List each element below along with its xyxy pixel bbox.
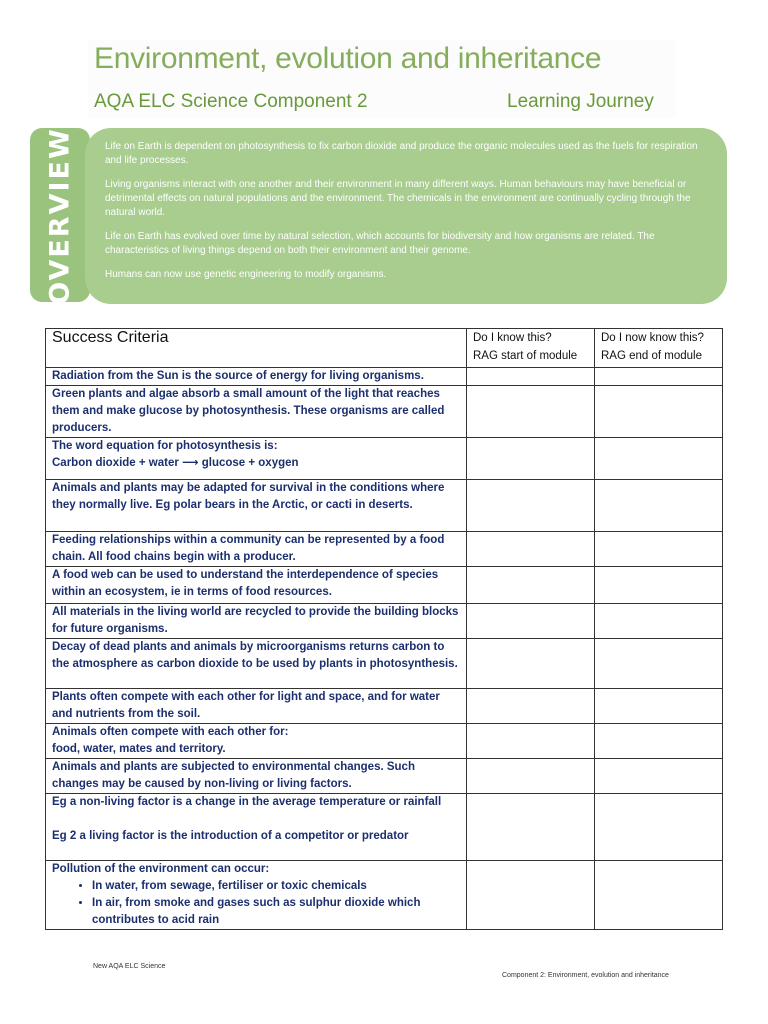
rag-end-cell[interactable]	[595, 639, 723, 689]
criterion-text: Pollution of the environment can occur:	[52, 863, 270, 875]
criterion-cell	[46, 386, 467, 438]
criterion-text: Eg a non-living factor is a change in the average temperature or rainfall	[52, 796, 442, 808]
overview-paragraph: Life on Earth is dependent on photosynthesis to fix carbon dioxide and produce the organic molecules used as the fuels for respiration and life processes.	[105, 141, 698, 166]
footer-left: New AQA ELC Science	[93, 963, 166, 970]
criterion-cell	[46, 438, 467, 480]
criterion-bullet: • In air, from smoke and gases such as sulphur dioxide which contributes to acid rain	[92, 895, 460, 929]
rag-start-cell[interactable]	[467, 386, 595, 438]
table-row	[46, 368, 723, 386]
rag-start-cell[interactable]	[467, 368, 595, 386]
table-row	[46, 604, 723, 639]
criterion-cell	[46, 604, 467, 639]
footer-right: Component 2: Environment, evolution and inheritance	[502, 972, 669, 979]
criterion-cell	[46, 532, 467, 567]
rag-start-cell[interactable]	[467, 794, 595, 861]
rag-end-cell[interactable]	[595, 794, 723, 861]
rag-end-label: RAG end of module	[601, 350, 703, 362]
overview-paragraph: Life on Earth has evolved over time by natural selection, which accounts for biodiversity and how organisms are related. The characteristics of living things depend on both their environment and their genome.	[105, 231, 655, 256]
criterion-text: Animals and plants may be adapted for survival in the conditions where they normally live. Eg polar bears in the Arctic, or cacti in deserts.	[52, 482, 445, 511]
criterion-text	[52, 811, 460, 828]
overview-text	[105, 140, 710, 292]
criterion-cell	[46, 639, 467, 689]
rag-end-cell[interactable]	[595, 567, 723, 604]
rag-start-cell[interactable]	[467, 861, 595, 930]
criterion-text: Feeding relationships within a community can be represented by a food chain. All food chains begin with a producer.	[52, 534, 445, 563]
criterion-bullet: • In water, from sewage, fertiliser or toxic chemicals	[92, 878, 460, 895]
table-row	[46, 480, 723, 532]
criterion-cell	[46, 724, 467, 759]
criterion-text: Radiation from the Sun is the source of energy for living organisms.	[52, 370, 424, 382]
overview-label: OVERVIEW	[44, 127, 76, 305]
learning-journey-label: Learning Journey	[507, 91, 654, 112]
rag-start-cell[interactable]	[467, 480, 595, 532]
rag-start-question: Do I know this?	[473, 332, 552, 344]
criterion-cell	[46, 480, 467, 532]
rag-end-header	[595, 329, 723, 368]
page-subtitle: AQA ELC Science Component 2	[94, 91, 368, 112]
success-criteria-header: Success Criteria	[46, 329, 467, 368]
rag-start-cell[interactable]	[467, 639, 595, 689]
criteria-body	[46, 368, 723, 930]
criterion-text: Animals often compete with each other for:	[52, 726, 289, 738]
table-row	[46, 861, 723, 930]
criterion-cell	[46, 689, 467, 724]
criterion-text: food, water, mates and territory.	[52, 743, 226, 755]
rag-end-cell[interactable]	[595, 532, 723, 567]
criterion-text: The word equation for photosynthesis is:	[52, 440, 278, 452]
criterion-text: Decay of dead plants and animals by microorganisms returns carbon to the atmosphere as carbon dioxide to be used by plants in photosynthesis.	[52, 641, 458, 670]
table-row	[46, 724, 723, 759]
table-row	[46, 689, 723, 724]
criterion-cell	[46, 794, 467, 861]
table-row	[46, 567, 723, 604]
rag-end-cell[interactable]	[595, 759, 723, 794]
rag-end-cell[interactable]	[595, 368, 723, 386]
criterion-bullet-list	[52, 878, 460, 929]
rag-start-cell[interactable]	[467, 604, 595, 639]
rag-end-cell[interactable]	[595, 386, 723, 438]
rag-start-header	[467, 329, 595, 368]
criterion-text: Eg 2 a living factor is the introduction of a competitor or predator	[52, 830, 409, 842]
criterion-text: All materials in the living world are recycled to provide the building blocks for future organisms.	[52, 606, 459, 635]
criterion-text: Plants often compete with each other for light and space, and for water and nutrients from the soil.	[52, 691, 440, 720]
table-row	[46, 532, 723, 567]
criterion-text: Green plants and algae absorb a small amount of the light that reaches them and make glucose by photosynthesis. These organisms are called producers.	[52, 388, 445, 434]
rag-end-cell[interactable]	[595, 861, 723, 930]
criterion-text: Animals and plants are subjected to environmental changes. Such changes may be caused by non-living or living factors.	[52, 761, 415, 790]
overview-paragraph: Humans can now use genetic engineering to modify organisms.	[105, 269, 387, 280]
rag-start-cell[interactable]	[467, 438, 595, 480]
rag-end-cell[interactable]	[595, 604, 723, 639]
criterion-text: Carbon dioxide + water ⟶ glucose + oxygen	[52, 457, 299, 469]
criterion-text: A food web can be used to understand the interdependence of species within an ecosystem, ie in terms of food resources.	[52, 569, 439, 598]
criterion-cell	[46, 567, 467, 604]
rag-start-cell[interactable]	[467, 759, 595, 794]
table-row	[46, 639, 723, 689]
rag-end-cell[interactable]	[595, 480, 723, 532]
criterion-cell	[46, 861, 467, 930]
rag-end-question: Do I now know this?	[601, 332, 704, 344]
rag-start-cell[interactable]	[467, 724, 595, 759]
table-row	[46, 386, 723, 438]
success-criteria-table	[45, 328, 723, 930]
table-header-row	[46, 329, 723, 368]
table-row	[46, 794, 723, 861]
criterion-cell	[46, 368, 467, 386]
overview-paragraph: Living organisms interact with one another and their environment in many different ways. Human behaviours may have beneficial or detrimental effects on natural populations and the environment. The chemicals in the environment are continually cycling through the natural world.	[105, 179, 691, 218]
criterion-cell	[46, 759, 467, 794]
rag-end-cell[interactable]	[595, 438, 723, 480]
rag-start-cell[interactable]	[467, 567, 595, 604]
table-row	[46, 759, 723, 794]
rag-start-cell[interactable]	[467, 689, 595, 724]
rag-start-cell[interactable]	[467, 532, 595, 567]
rag-start-label: RAG start of module	[473, 350, 578, 362]
rag-end-cell[interactable]	[595, 724, 723, 759]
rag-end-cell[interactable]	[595, 689, 723, 724]
table-row	[46, 438, 723, 480]
page-title: Environment, evolution and inheritance	[94, 42, 602, 75]
